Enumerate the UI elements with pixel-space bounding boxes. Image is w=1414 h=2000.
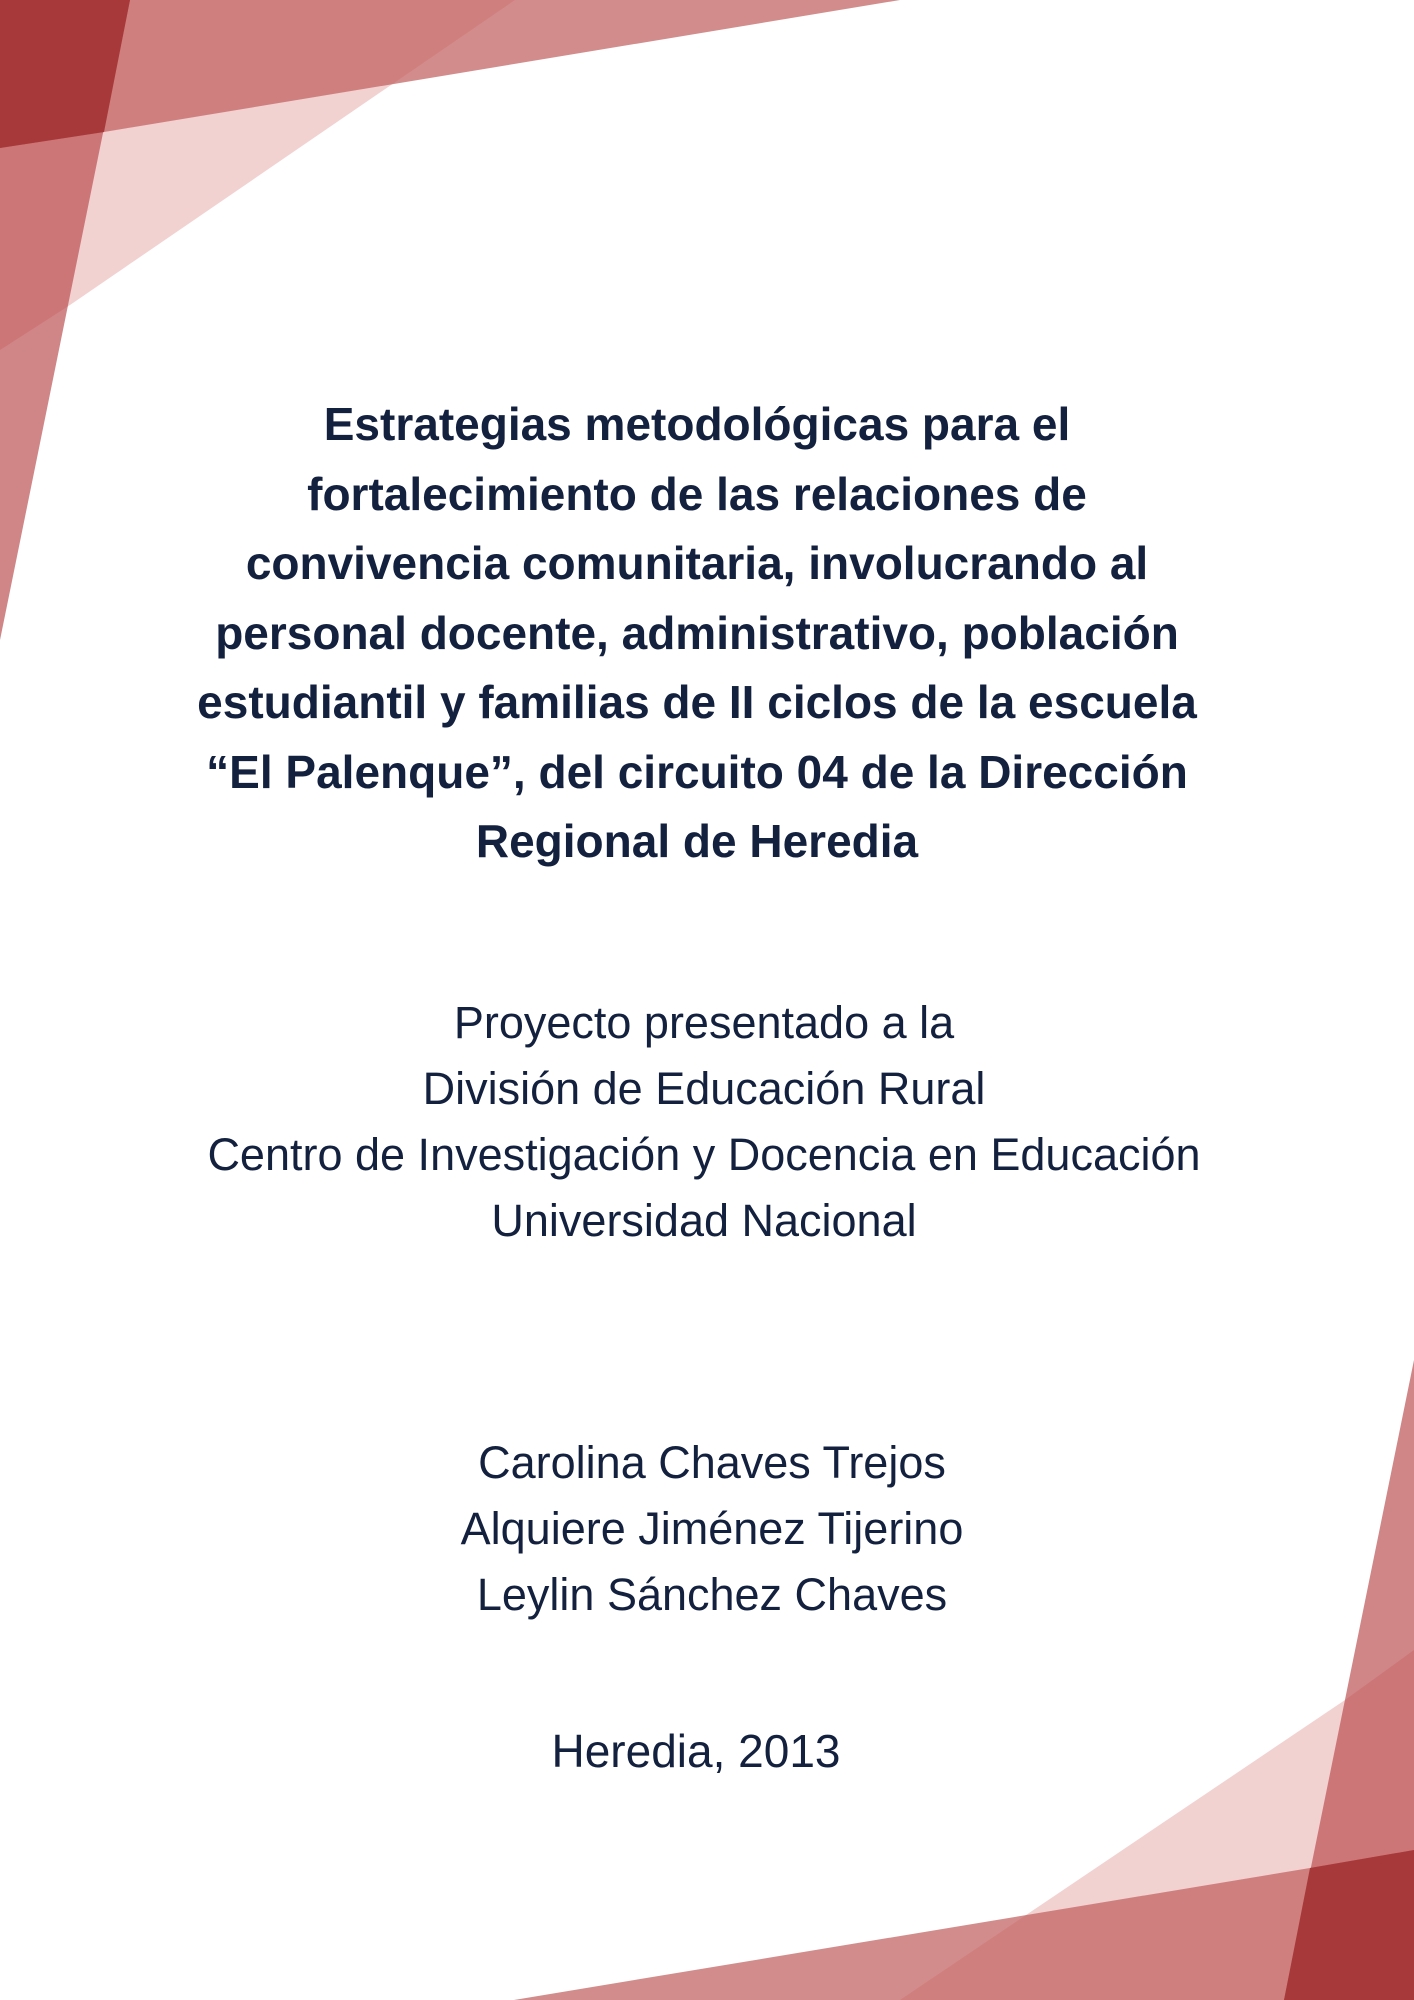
presentation-line: Proyecto presentado a la [453,997,955,1048]
bottom-right-dark-shape [1284,1850,1414,2000]
bottom-right-medium-shape [514,1850,1414,2000]
top-left-dark-shape [0,0,130,148]
author-name: Leylin Sánchez Chaves [476,1569,948,1620]
authors-block [300,1430,1124,1628]
bottom-right-side-shape [1284,1360,1414,2000]
title-line: convivencia comunitaria, involucrando al [245,537,1149,589]
title-line: Estrategias metodológicas para el [323,398,1071,450]
presentation-line: Universidad Nacional [491,1195,917,1246]
top-left-medium-shape [0,0,900,148]
author-name: Carolina Chaves Trejos [478,1437,946,1488]
bottom-right-light-shape [900,1650,1414,2000]
title-line: personal docente, administrativo, población [215,606,1179,659]
author-name: Alquiere Jiménez Tijerino [460,1503,964,1554]
presentation-line: Centro de Investigación y Docencia en Educación [207,1129,1201,1180]
presentation-block [100,990,1308,1254]
presentation-line: División de Educación Rural [422,1063,986,1114]
title-line: “El Palenque”, del circuito 04 de la Dirección [206,745,1188,798]
title-line: fortalecimiento de las relaciones de [307,467,1087,520]
title-line: Regional de Heredia [475,815,919,867]
top-left-light-shape [0,0,515,350]
place-date: Heredia, 2013 [551,1725,841,1777]
title-line: estudiantil y familias de II ciclos de la escuela [197,676,1197,728]
document-title [100,390,1294,877]
